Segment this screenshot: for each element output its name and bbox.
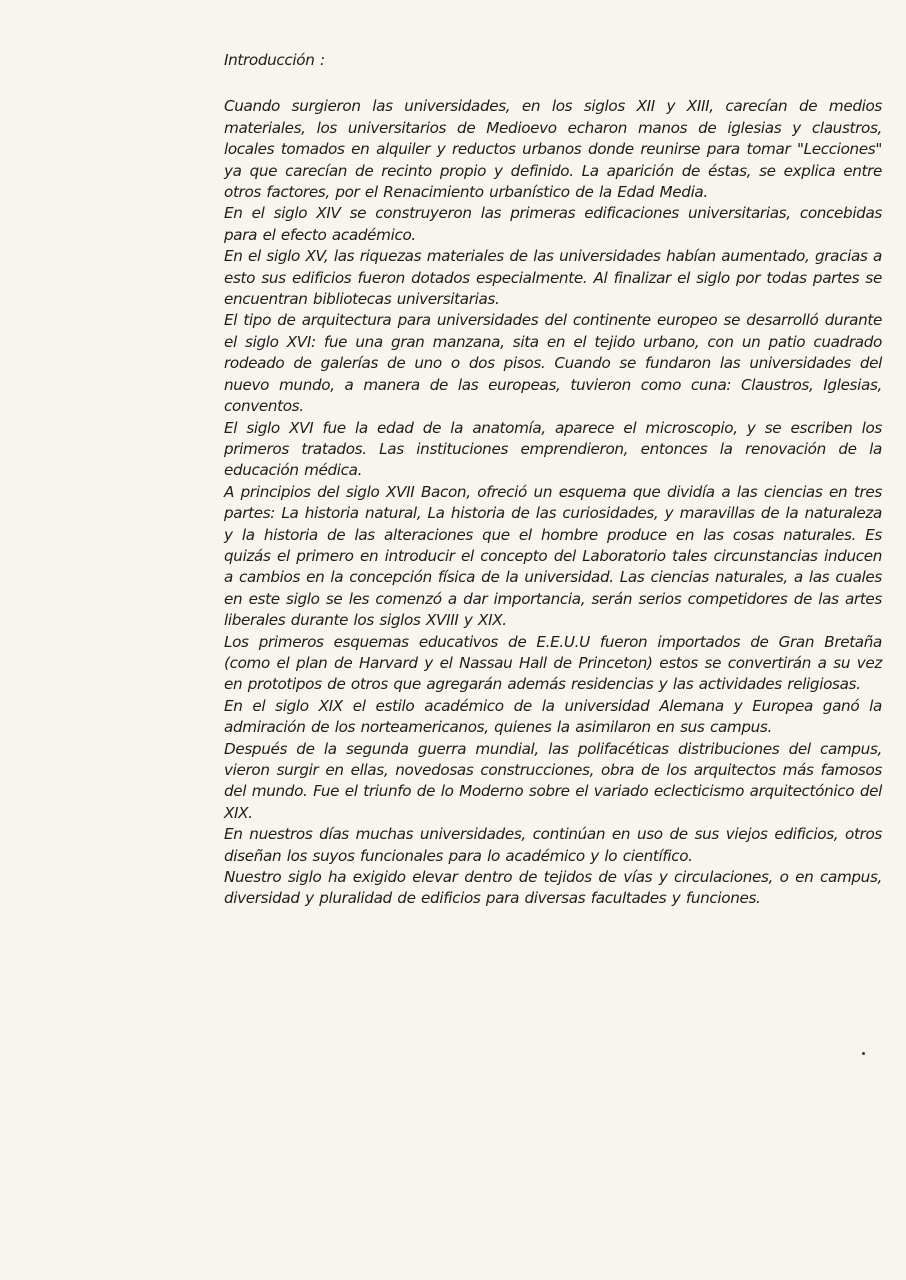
- ink-dot: [862, 1052, 865, 1055]
- paragraph-10: En nuestros días muchas universidades, continúan en uso de sus viejos edificios, otros diseñan los suyos funcionales para lo académico y lo científico.: [224, 825, 882, 865]
- paragraph-1: Cuando surgieron las universidades, en los siglos XII y XIII, carecían de medios materiales, los universitarios de Medioevo echaron manos de iglesias y claustros, locales tomados en alquiler y reductos urbanos donde reunirse para tomar "Lecciones" ya que carecían de recinto propio y definido. La aparición de éstas, se explica entre otros factores, por el Renacimiento urbanístico de la Edad Media.: [224, 97, 882, 202]
- paragraph-8: En el siglo XIX el estilo académico de la universidad Alemana y Europea ganó la admiración de los norteamericanos, quienes la asimilaron en sus campus.: [224, 696, 882, 737]
- paragraph-4: El tipo de arquitectura para universidades del continente europeo se desarrolló durante el siglo XVI: fue una gran manzana, sita en el tejido urbano, con un patio cuadrado rodeado de galerías de uno o dos pisos. Cuando se fundaron las universidades del nuevo mundo, a manera de las europeas, tuvieron como cuna: Claustros, Iglesias, conventos.: [224, 311, 882, 416]
- paragraph-2: En el siglo XIV se construyeron las primeras edificaciones universitarias, concebidas para el efecto académico.: [224, 204, 882, 244]
- document-heading: Introducción :: [224, 51, 325, 69]
- paragraph-11: Nuestro siglo ha exigido elevar dentro de tejidos de vías y circulaciones, o en campus, diversidad y pluralidad de edificios para diversas facultades y funciones.: [224, 868, 882, 908]
- paragraph-3: En el siglo XV, las riquezas materiales de las universidades habían aumentado, gracias a esto sus edificios fueron dotados especialmente. Al finalizar el siglo por todas partes se encuentran bibliotecas universitarias.: [224, 247, 882, 309]
- paragraph-5: El siglo XVI fue la edad de la anatomía, aparece el microscopio, y se escriben los primeros tratados. Las instituciones emprendieron, entonces la renovación de la educación médica.: [224, 418, 882, 480]
- paragraph-6: A principios del siglo XVII Bacon, ofreció un esquema que dividía a las ciencias en tres partes: La historia natural, La historia de las curiosidades, y maravillas de la naturaleza y la historia de las alteraciones que el hombre produce en las cosas naturales. Es quizás el primero en introducir el concepto del Laboratorio tales circunstancias inducen a cambios en la concepción física de la universidad. Las ciencias naturales, a las cuales en este siglo se les comenzó a dar importancia, serán serios competidores de las artes liberales durante los siglos XVIII y XIX.: [224, 482, 882, 630]
- paragraph-9: Después de la segunda guerra mundial, las polifacéticas distribuciones del campus, vieron surgir en ellas, novedosas construcciones, obra de los arquitectos más famosos del mundo. Fue el triunfo de lo Moderno sobre el variado eclecticismo arquitectónico del XIX.: [224, 739, 882, 822]
- paragraph-7: Los primeros esquemas educativos de E.E.U.U fueron importados de Gran Bretaña (como el plan de Harvard y el Nassau Hall de Princeton) estos se convertirán a su vez en prototipos de otros que agregarán además residencias y las actividades religiosas.: [224, 632, 882, 694]
- handwritten-text-body: [224, 50, 882, 910]
